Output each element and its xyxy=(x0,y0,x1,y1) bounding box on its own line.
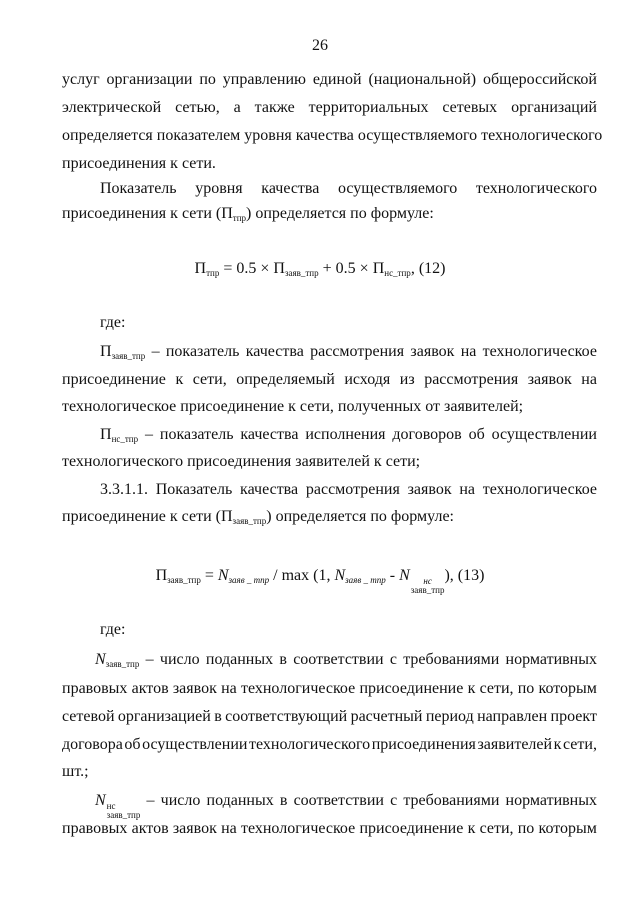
def-zayav-line3: технологическое присоединение к сети, полученных от заявителей; xyxy=(62,398,524,415)
def-n-line1: $N_{заяв\_тпр}$ – число поданных в соответствии с требованиями нормативных xyxy=(95,650,597,674)
def-zayav-line1: $П_{заяв\_тпр}$ – показатель качества рассмотрения заявок на технологическое xyxy=(100,342,597,366)
def-n-line3: сетевой организацией в соответствующий расчетный период направлен проект xyxy=(62,708,597,725)
def-n-line4: договора об осуществлении технологического присоединения заявителей к сети, xyxy=(62,736,597,753)
page-number: 26 xyxy=(312,37,328,54)
formula-12: $П_{тпр} = 0.5 \times П_{заяв\_тпр} + 0.5 \times П_{нс\_тпр}$, (12) xyxy=(194,260,446,278)
para3-line2: присоединение к сети $(П_{заяв\_тпр})$ определяется по формуле: xyxy=(62,508,454,526)
def-n-line5: шт.; xyxy=(62,763,89,780)
where-label: где: xyxy=(100,314,126,331)
para1-line1: услуг организации по управлению единой (национальной) общероссийской xyxy=(62,71,597,88)
para1-line4: присоединения к сети. xyxy=(62,155,216,172)
def-zayav-line2: присоединение к сети, определяемый исходя из рассмотрения заявок на xyxy=(62,371,597,388)
def-nns-symbol: N нс заяв_тпр xyxy=(95,792,141,820)
def-zayav-symbol: $П_{заяв\_тпр}$ xyxy=(100,343,146,361)
def-n-line2: правовых актов заявок на технологическое присоединение к сети, по которым xyxy=(62,680,597,697)
para2-line1: Показатель уровня качества осуществляемого технологического xyxy=(100,180,597,197)
def-ns-line2: технологического присоединения заявителей к сети; xyxy=(62,453,421,470)
para1-line2: электрической сетью, а также территориальных сетевых организаций xyxy=(62,99,597,116)
para2-line2: присоединения к сети $(П_{тпр})$ определяется по формуле: xyxy=(62,205,434,223)
def-n-symbol: $N_{заяв\_тпр}$ xyxy=(95,651,140,669)
formula-13: $П_{заяв\_тпр} = N_{заяв \_ тпр} / \max (1$, $N_{заяв \_ тпр}$ - N нс заяв_тпр ), (13) xyxy=(155,567,485,595)
def-nns-line1: N нс заяв_тпр – число поданных в соответствии с требованиями нормативных xyxy=(95,792,597,820)
def-nns-line2: правовых актов заявок на технологическое присоединение к сети, по которым xyxy=(62,820,597,837)
para3-line1: 3.3.1.1. Показатель качества рассмотрения заявок на технологическое xyxy=(100,481,597,498)
def-ns-symbol: $П_{нс\_тпр}$ xyxy=(100,426,139,444)
para1-line3: определяется показателем уровня качества осуществляемого технологического xyxy=(62,127,603,144)
def-ns-line1: $П_{нс\_тпр}$ – показатель качества исполнения договоров об осуществлении xyxy=(100,425,597,449)
where-label-2: где: xyxy=(100,621,126,638)
